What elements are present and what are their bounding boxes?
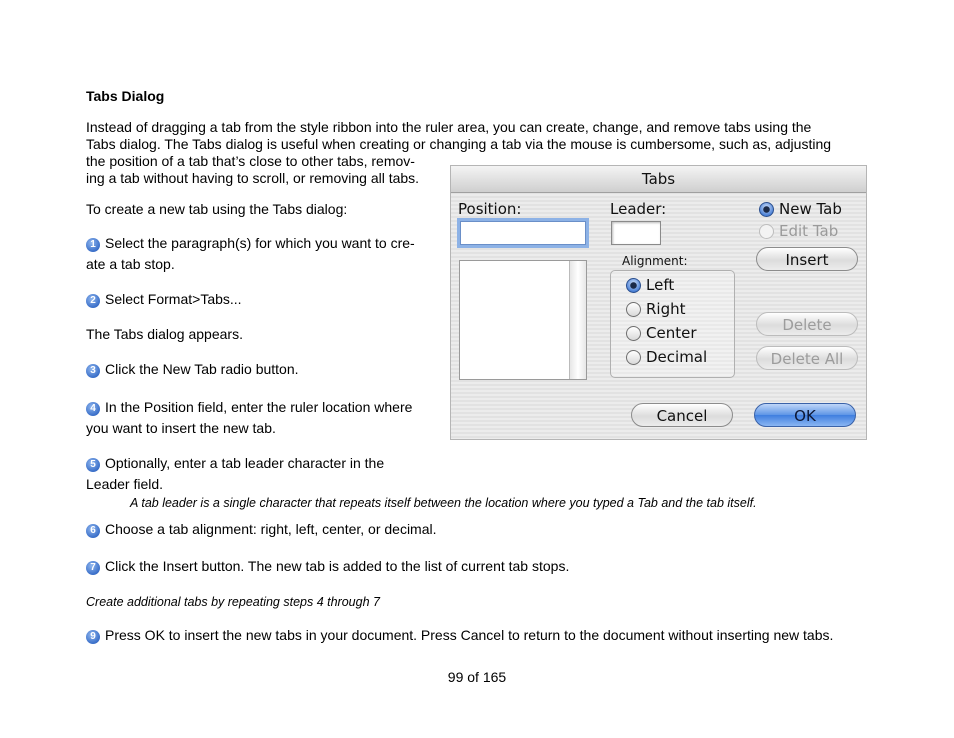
step-text: In the Position field, enter the ruler location where xyxy=(105,399,413,415)
repeat-note: Create additional tabs by repeating steps 4 through 7 xyxy=(86,595,380,609)
step-number-icon: 1 xyxy=(86,238,100,252)
section-heading: Tabs Dialog xyxy=(86,88,165,104)
radio-icon xyxy=(626,302,641,317)
step-number-icon: 4 xyxy=(86,402,100,416)
step-text: Press OK to insert the new tabs in your document. Press Cancel to return to the document without inserting new tabs. xyxy=(105,627,834,643)
intro-line-3: the position of a tab that’s close to other tabs, remov- xyxy=(86,153,415,169)
step-4-cont: you want to insert the new tab. xyxy=(86,420,276,436)
edit-tab-radio: Edit Tab xyxy=(759,222,838,240)
step-number-icon: 7 xyxy=(86,561,100,575)
insert-button[interactable]: Insert xyxy=(756,247,858,271)
radio-icon xyxy=(626,326,641,341)
delete-button: Delete xyxy=(756,312,858,336)
step-number-icon: 9 xyxy=(86,630,100,644)
step-text: Select Format>Tabs... xyxy=(105,291,242,307)
tabs-dialog xyxy=(450,165,867,440)
alignment-label: Alignment: xyxy=(622,254,688,268)
alignment-decimal-radio[interactable]: Decimal xyxy=(626,348,707,366)
intro-line-4: ing a tab without having to scroll, or removing all tabs. xyxy=(86,170,420,186)
step-1 xyxy=(86,235,415,252)
tab-stops-list[interactable] xyxy=(459,260,587,380)
delete-all-button: Delete All xyxy=(756,346,858,370)
step-text: Click the Insert button. The new tab is added to the list of current tab stops. xyxy=(105,558,570,574)
intro-line-1: Instead of dragging a tab from the style ribbon into the ruler area, you can create, change, and remove tabs using the xyxy=(86,119,812,135)
step-text: Choose a tab alignment: right, left, center, or decimal. xyxy=(105,521,437,537)
intro-line-2: Tabs dialog. The Tabs dialog is useful when creating or changing a tab via the mouse is cumbersome, such as, adjusting xyxy=(86,136,832,152)
step-6 xyxy=(86,521,437,538)
step-text: Select the paragraph(s) for which you want to cre- xyxy=(105,235,415,251)
ok-button[interactable]: OK xyxy=(754,403,856,427)
leader-input[interactable] xyxy=(611,221,661,245)
step-number-icon: 5 xyxy=(86,458,100,472)
step-3 xyxy=(86,361,299,378)
alignment-right-radio[interactable]: Right xyxy=(626,300,686,318)
step-5 xyxy=(86,455,384,472)
step-number-icon: 3 xyxy=(86,364,100,378)
alignment-left-radio[interactable]: Left xyxy=(626,276,674,294)
alignment-center-radio[interactable]: Center xyxy=(626,324,697,342)
new-tab-radio[interactable]: New Tab xyxy=(759,200,842,218)
step-9 xyxy=(86,627,833,644)
leader-label: Leader: xyxy=(610,200,667,218)
step-2 xyxy=(86,291,242,308)
lead-text: To create a new tab using the Tabs dialog: xyxy=(86,201,348,217)
tab-leader-note: A tab leader is a single character that repeats itself between the location where you typed a Tab and the tab itself. xyxy=(130,496,757,510)
step-5-cont: Leader field. xyxy=(86,476,164,492)
step-number-icon: 6 xyxy=(86,524,100,538)
radio-icon xyxy=(759,224,774,239)
position-label: Position: xyxy=(458,200,522,218)
step-text: Optionally, enter a tab leader character in the xyxy=(105,455,385,471)
dialog-title: Tabs xyxy=(451,166,866,193)
cancel-button[interactable]: Cancel xyxy=(631,403,733,427)
page-footer: 99 of 165 xyxy=(447,669,507,685)
step-7 xyxy=(86,558,569,575)
radio-selected-icon xyxy=(759,202,774,217)
step-1-cont: ate a tab stop. xyxy=(86,256,175,272)
step-text: Click the New Tab radio button. xyxy=(105,361,299,377)
list-scrollbar[interactable] xyxy=(569,261,586,379)
radio-selected-icon xyxy=(626,278,641,293)
position-input[interactable] xyxy=(460,221,586,245)
dialog-appears-text: The Tabs dialog appears. xyxy=(86,326,243,342)
radio-icon xyxy=(626,350,641,365)
step-4 xyxy=(86,399,412,416)
step-number-icon: 2 xyxy=(86,294,100,308)
